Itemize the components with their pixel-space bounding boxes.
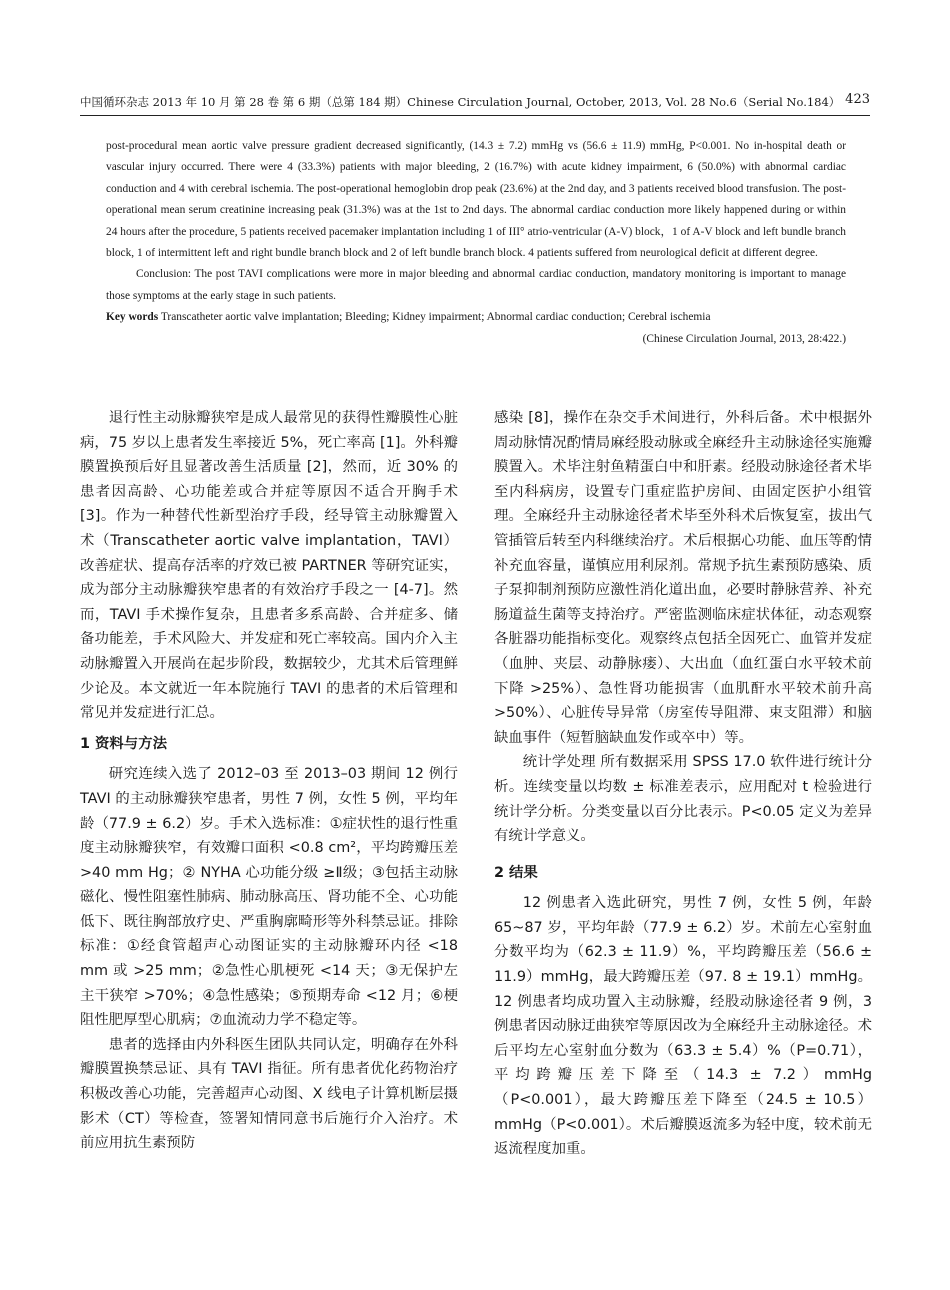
keywords-label: Key words [106,311,159,324]
right-column [494,406,872,1162]
page-number: 423 [845,92,870,107]
results-paragraph: 12 例患者入选此研究，男性 7 例，女性 5 例，年龄 65~87 岁，平均年龄（77.9 ± 6.2）岁。术前左心室射血分数平均为（62.3 ± 11.9）%，平均跨瓣压差（56.6 ± 11.9）mmHg，最大跨瓣压差（97. 8 ± 19.1）mmHg。12 例患者均成功置入主动脉瓣，经股动脉途径者 9 例，3 例患者因动脉迂曲狭窄等原因改为全麻经升主动脉途径。术后平均左心室射血分数为（63.3 ± 5.4）%（P=0.71），平均跨瓣压差下降至（14.3 ± 7.2）mmHg（P<0.001），最大跨瓣压差下降至（24.5 ± 10.5）mmHg（P<0.001）。术后瓣膜返流多为轻中度，较术前无返流程度加重。 [494,895,872,1158]
keywords-text: Transcatheter aortic valve implantation; Bleeding; Kidney impairment; Abnormal cardiac conduction; Cerebral ischemia [158,311,711,324]
methods-paragraph-1: 研究连续入选了 2012–03 至 2013–03 期间 12 例行 TAVI 的主动脉瓣狭窄患者，男性 7 例，女性 5 例，平均年龄（77.9 ± 6.2）岁。手术入选标准：①症状性的退行性重度主动脉瓣狭窄，有效瓣口面积 <0.8 cm²，平均跨瓣压差 >40 mm Hg；② NYHA 心功能分级 ≥Ⅱ级；③包括主动脉磁化、慢性阻塞性肺病、肺动脉高压、肾功能不全、心功能低下、既往胸部放疗史、严重胸廓畸形等外科禁忌证。排除标准：①经食管超声心动图证实的主动脉瓣环内径 <18 mm 或 >25 mm；②急性心肌梗死 <14 天；③无保护左主干狭窄 >70%；④急性感染；⑤预期寿命 <12 月；⑥梗阻性肥厚型心肌病；⑦血流动力学不稳定等。 [80,766,458,1029]
citation: (Chinese Circulation Journal, 2013, 28:422.) [642,332,846,345]
methods-continued-paragraph: 感染 [8]，操作在杂交手术间进行，外科后备。术中根据外周动脉情况酌情局麻经股动脉或全麻经升主动脉途径实施瓣膜置入。术毕注射鱼精蛋白中和肝素。经股动脉途径者术毕至内科病房，设置专门重症监护房间、由固定医护小组管理。全麻经升主动脉途径者术毕至外科术后恢复室，拔出气管插管后转至内科继续治疗。术后根据心功能、血压等酌情补充血容量，谨慎应用利尿剂。常规予抗生素预防感染、质子泵抑制剂预防应激性消化道出血，必要时静脉营养、补充肠道益生菌等支持治疗。严密监测临床症状体征，动态观察各脏器功能指标变化。观察终点包括全因死亡、血管并发症（血肿、夹层、动静脉瘘）、大出血（血红蛋白水平较术前下降 >25%）、急性肾功能损害（血肌酐水平较术前升高 >50%）、心脏传导异常（房室传导阻滞、束支阻滞）和脑缺血事件（短暂脑缺血发作或卒中）等。 [494,410,872,746]
english-abstract [106,136,846,350]
journal-line: 中国循环杂志 2013 年 10 月 第 28 卷 第 6 期（总第 184 期）Chinese Circulation Journal, October, 2013, Vol. 28 No.6（Serial No.184） [80,95,841,109]
left-column [80,406,458,1156]
intro-paragraph: 退行性主动脉瓣狭窄是成人最常见的获得性瓣膜性心脏病，75 岁以上患者发生率接近 5%，死亡率高 [1]。外科瓣膜置换预后好且显著改善生活质量 [2]，然而，近 30% 的患者因高龄、心功能差或合并症等原因不适合开胸手术 [3]。作为一种替代性新型治疗手段，经导管主动脉瓣置入术（Transcatheter aortic valve implantation，TAVI）改善症状、提高存活率的疗效已被 PARTNER 等研究证实，成为部分主动脉瓣狭窄患者的有效治疗手段之一 [4-7]。然而，TAVI 手术操作复杂，且患者多系高龄、合并症多、储备功能差，手术风险大、并发症和死亡率较高。国内介入主动脉瓣置入开展尚在起步阶段，数据较少，尤其术后管理鲜少论及。本文就近一年本院施行 TAVI 的患者的术后管理和常见并发症进行汇总。 [80,410,458,722]
statistics-paragraph: 统计学处理 所有数据采用 SPSS 17.0 软件进行统计分析。连续变量以均数 ± 标准差表示，应用配对 t 检验进行统计学分析。分类变量以百分比表示。P<0.05 定义为差异有统计学意义。 [494,754,872,845]
methods-paragraph-2: 患者的选择由内外科医生团队共同认定，明确存在外科瓣膜置换禁忌证、具有 TAVI 指征。所有患者优化药物治疗积极改善心功能，完善超声心动图、X 线电子计算机断层摄影术（CT）等检查，签署知情同意书后施行介入治疗。术前应用抗生素预防 [80,1036,458,1152]
abstract-results: post-procedural mean aortic valve pressure gradient decreased significantly, (14.3 ± 7.2) mmHg vs (56.6 ± 11.9) mmHg, P<0.001. No in-hospital death or vascular injury occurred. There were 4 (33.3%) patients with major bleeding, 2 (16.7%) with acute kidney impairment, 6 (50.0%) with abnormal cardiac conduction and 4 with cerebral ischemia. The post-operational hemoglobin drop peak (23.6%) at the 2nd day, and 3 patients received blood transfusion. The post-operational mean serum creatinine increasing peak (31.3%) was at the 1st to 2nd days. The abnormal cardiac conduction more likely happened during or within 24 hours after the procedure, 5 patients received pacemaker implantation including 1 of III° atrio-ventricular (A-V) block，1 of A-V block and left bundle branch block, 1 of intermittent left and right bundle branch block and 2 of left bundle branch block. 4 patients suffered from neurological deficit at different degree. [106,140,846,260]
abstract-conclusion: Conclusion: The post TAVI complications were more in major bleeding and abnormal cardiac conduction, mandatory monitoring is important to manage those symptoms at the early stage in such patients. [106,268,846,302]
section-heading-results: 2 结果 [494,864,538,881]
section-heading-methods: 1 资料与方法 [80,735,167,752]
header-rule [80,115,870,116]
keywords [106,307,846,328]
